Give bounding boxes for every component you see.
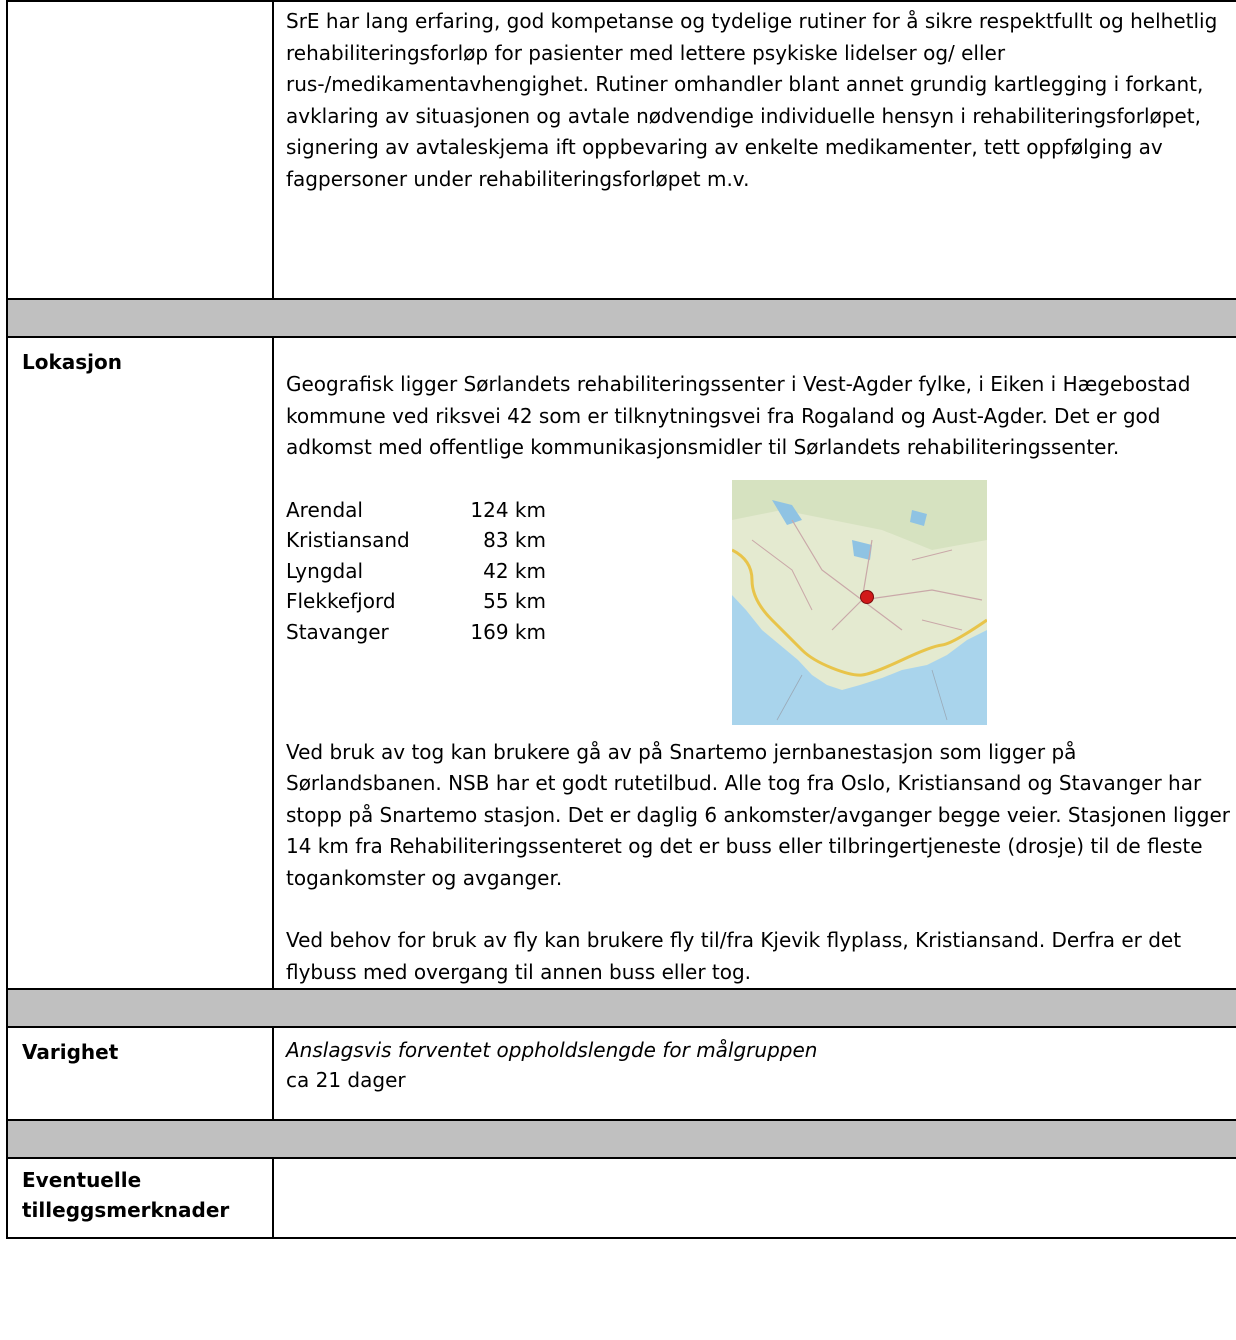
distance-place: Flekkefjord <box>286 589 396 613</box>
separator-row <box>7 1120 1236 1158</box>
content-cell-lokasjon <box>273 337 1236 989</box>
content-cell-merknader <box>273 1158 1236 1238</box>
label-cell-varighet <box>7 1027 273 1120</box>
label-cell-empty <box>7 1 273 299</box>
map-pin-icon <box>860 590 874 604</box>
lokasjon-intro: Geografisk ligger Sørlandets rehabiliteringssenter i Vest-Agder fylke, i Eiken i Hægebostad kommune ved riksvei 42 som er tilknytningsvei fra Rogaland og Aust-Agder. Det er god adkomst med offentlige kommunikasjonsmidler til Sørlandets rehabiliteringssenter. <box>286 372 1191 459</box>
label-cell-lokasjon <box>7 337 273 989</box>
label-merknader-line1: Eventuelle <box>22 1168 142 1192</box>
row-varighet <box>7 1027 1236 1120</box>
distance-km: 124 km <box>470 497 546 522</box>
distance-place: Kristiansand <box>286 528 410 552</box>
row-intro <box>7 1 1236 299</box>
varighet-value: ca 21 dager <box>286 1068 406 1092</box>
train-text: Ved bruk av tog kan brukere gå av på Snartemo jernbanestasjon som ligger på Sørlandsbanen. NSB har et godt rutetilbud. Alle tog fra Oslo, Kristiansand og Stavanger har stopp på Snartemo stasjon. Det er daglig 6 ankomster/avganger begge veier. Stasjonen ligger 14 km fra Rehabiliteringssenteret og det er buss eller tilbringertjeneste (drosje) til de fleste togankomster og avganger. <box>286 739 1230 890</box>
row-merknader <box>7 1158 1236 1238</box>
fly-text: Ved behov for bruk av fly kan brukere fly til/fra Kjevik flyplass, Kristiansand. Derfra er det flybuss med overgang til annen buss eller tog. <box>286 928 1182 984</box>
distance-place: Arendal <box>286 497 363 522</box>
label-merknader-line2: tilleggsmerknader <box>22 1198 230 1222</box>
label-lokasjon: Lokasjon <box>22 350 123 374</box>
info-table <box>6 0 1236 1239</box>
label-cell-merknader <box>7 1158 273 1238</box>
distance-km: 55 km <box>483 589 546 613</box>
distance-place: Stavanger <box>286 619 389 644</box>
distance-block <box>286 495 1236 727</box>
intro-text: SrE har lang erfaring, god kompetanse og tydelige rutiner for å sikre respektfullt og helhetlig rehabiliteringsforløp for pasienter med lettere psykiske lidelser og/ eller rus-/medikamentavhengighet. Rutiner omhandler blant annet grundig kartlegging i forkant, avklaring av situasjonen og avtale nødvendige individuelle hensyn i rehabiliteringsforløpet, signering av avtaleskjema ift oppbevaring av enkelte medikamenter, tett oppfølging av fagpersoner under rehabiliteringsforløpet m.v. <box>286 9 1218 191</box>
content-cell-varighet <box>273 1027 1236 1120</box>
separator-row <box>7 989 1236 1027</box>
separator-row <box>7 299 1236 337</box>
label-varighet: Varighet <box>22 1040 119 1064</box>
map-image <box>732 480 987 725</box>
distance-km: 42 km <box>483 558 546 583</box>
map-graphic <box>732 480 987 725</box>
row-lokasjon <box>7 337 1236 989</box>
varighet-subtitle: Anslagsvis forventet oppholdslengde for målgruppen <box>286 1038 818 1062</box>
distance-km: 83 km <box>483 528 546 552</box>
distance-km: 169 km <box>470 619 546 644</box>
content-cell-intro <box>273 1 1236 299</box>
distance-place: Lyngdal <box>286 558 364 583</box>
